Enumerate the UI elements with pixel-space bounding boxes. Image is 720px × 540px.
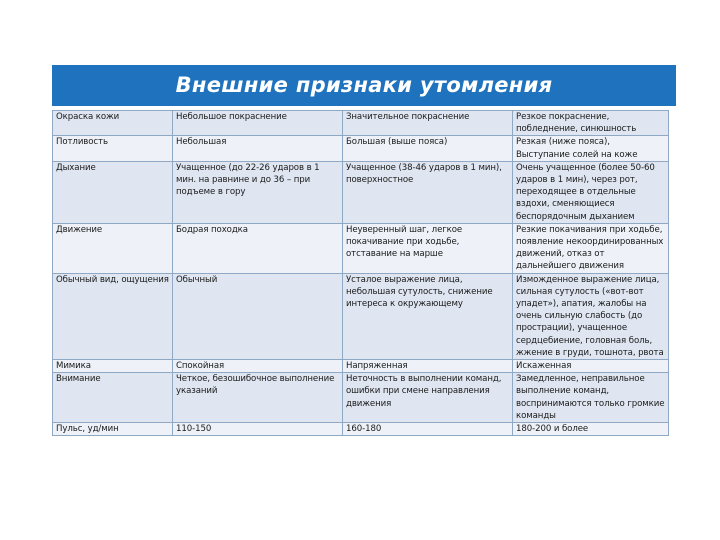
moderate-cell: Значительное покраснение <box>343 111 513 136</box>
moderate-cell: Неточность в выполнении команд, ошибки при смене направления движения <box>343 373 513 423</box>
mild-cell: 110-150 <box>173 423 343 436</box>
moderate-cell: Учащенное (38-46 ударов в 1 мин), поверхностное <box>343 161 513 223</box>
sign-cell: Движение <box>53 223 173 273</box>
moderate-cell: 160-180 <box>343 423 513 436</box>
severe-cell: Изможденное выражение лица, сильная сутулость («вот-вот упадет»), апатия, жалобы на очень сильную слабость (до прострации), учащенное сердцебиение, головная боль, жжение в груди, тошнота, рвота <box>513 273 669 359</box>
sign-cell: Мимика <box>53 360 173 373</box>
moderate-cell: Усталое выражение лица, небольшая сутулость, снижение интереса к окружающему <box>343 273 513 359</box>
table-row <box>53 223 669 273</box>
severe-cell: Резкие покачивания при ходьбе, появление некоординированных движений, отказ от дальнейшего движения <box>513 223 669 273</box>
mild-cell: Учащенное (до 22-26 ударов в 1 мин. на равнине и до 36 – при подъеме в гору <box>173 161 343 223</box>
table-row <box>53 161 669 223</box>
table-row <box>53 136 669 161</box>
table-row <box>53 273 669 359</box>
table-row <box>53 373 669 423</box>
sign-cell: Дыхание <box>53 161 173 223</box>
table-row <box>53 360 669 373</box>
severe-cell: Резкая (ниже пояса), Выступание солей на коже <box>513 136 669 161</box>
sign-cell: Окраска кожи <box>53 111 173 136</box>
moderate-cell: Неуверенный шаг, легкое покачивание при ходьбе, отставание на марше <box>343 223 513 273</box>
mild-cell: Бодрая походка <box>173 223 343 273</box>
severe-cell: Замедленное, неправильное выполнение команд, воспринимаются только громкие команды <box>513 373 669 423</box>
sign-cell: Потливость <box>53 136 173 161</box>
sign-cell: Внимание <box>53 373 173 423</box>
severe-cell: 180-200 и более <box>513 423 669 436</box>
mild-cell: Небольшая <box>173 136 343 161</box>
severe-cell: Резкое покраснение, побледнение, синюшность <box>513 111 669 136</box>
sign-cell: Обычный вид, ощущения <box>53 273 173 359</box>
table-row <box>53 111 669 136</box>
moderate-cell: Напряженная <box>343 360 513 373</box>
mild-cell: Небольшое покраснение <box>173 111 343 136</box>
severe-cell: Искаженная <box>513 360 669 373</box>
moderate-cell: Большая (выше пояса) <box>343 136 513 161</box>
mild-cell: Четкое, безошибочное выполнение указаний <box>173 373 343 423</box>
slide-title: Внешние признаки утомления <box>52 65 676 106</box>
mild-cell: Спокойная <box>173 360 343 373</box>
table-row <box>53 423 669 436</box>
sign-cell: Пульс, уд/мин <box>53 423 173 436</box>
mild-cell: Обычный <box>173 273 343 359</box>
fatigue-signs-table <box>52 110 669 436</box>
severe-cell: Очень учащенное (более 50-60 ударов в 1 мин), через рот, переходящее в отдельные вздохи, сменяющиеся беспорядочным дыханием <box>513 161 669 223</box>
